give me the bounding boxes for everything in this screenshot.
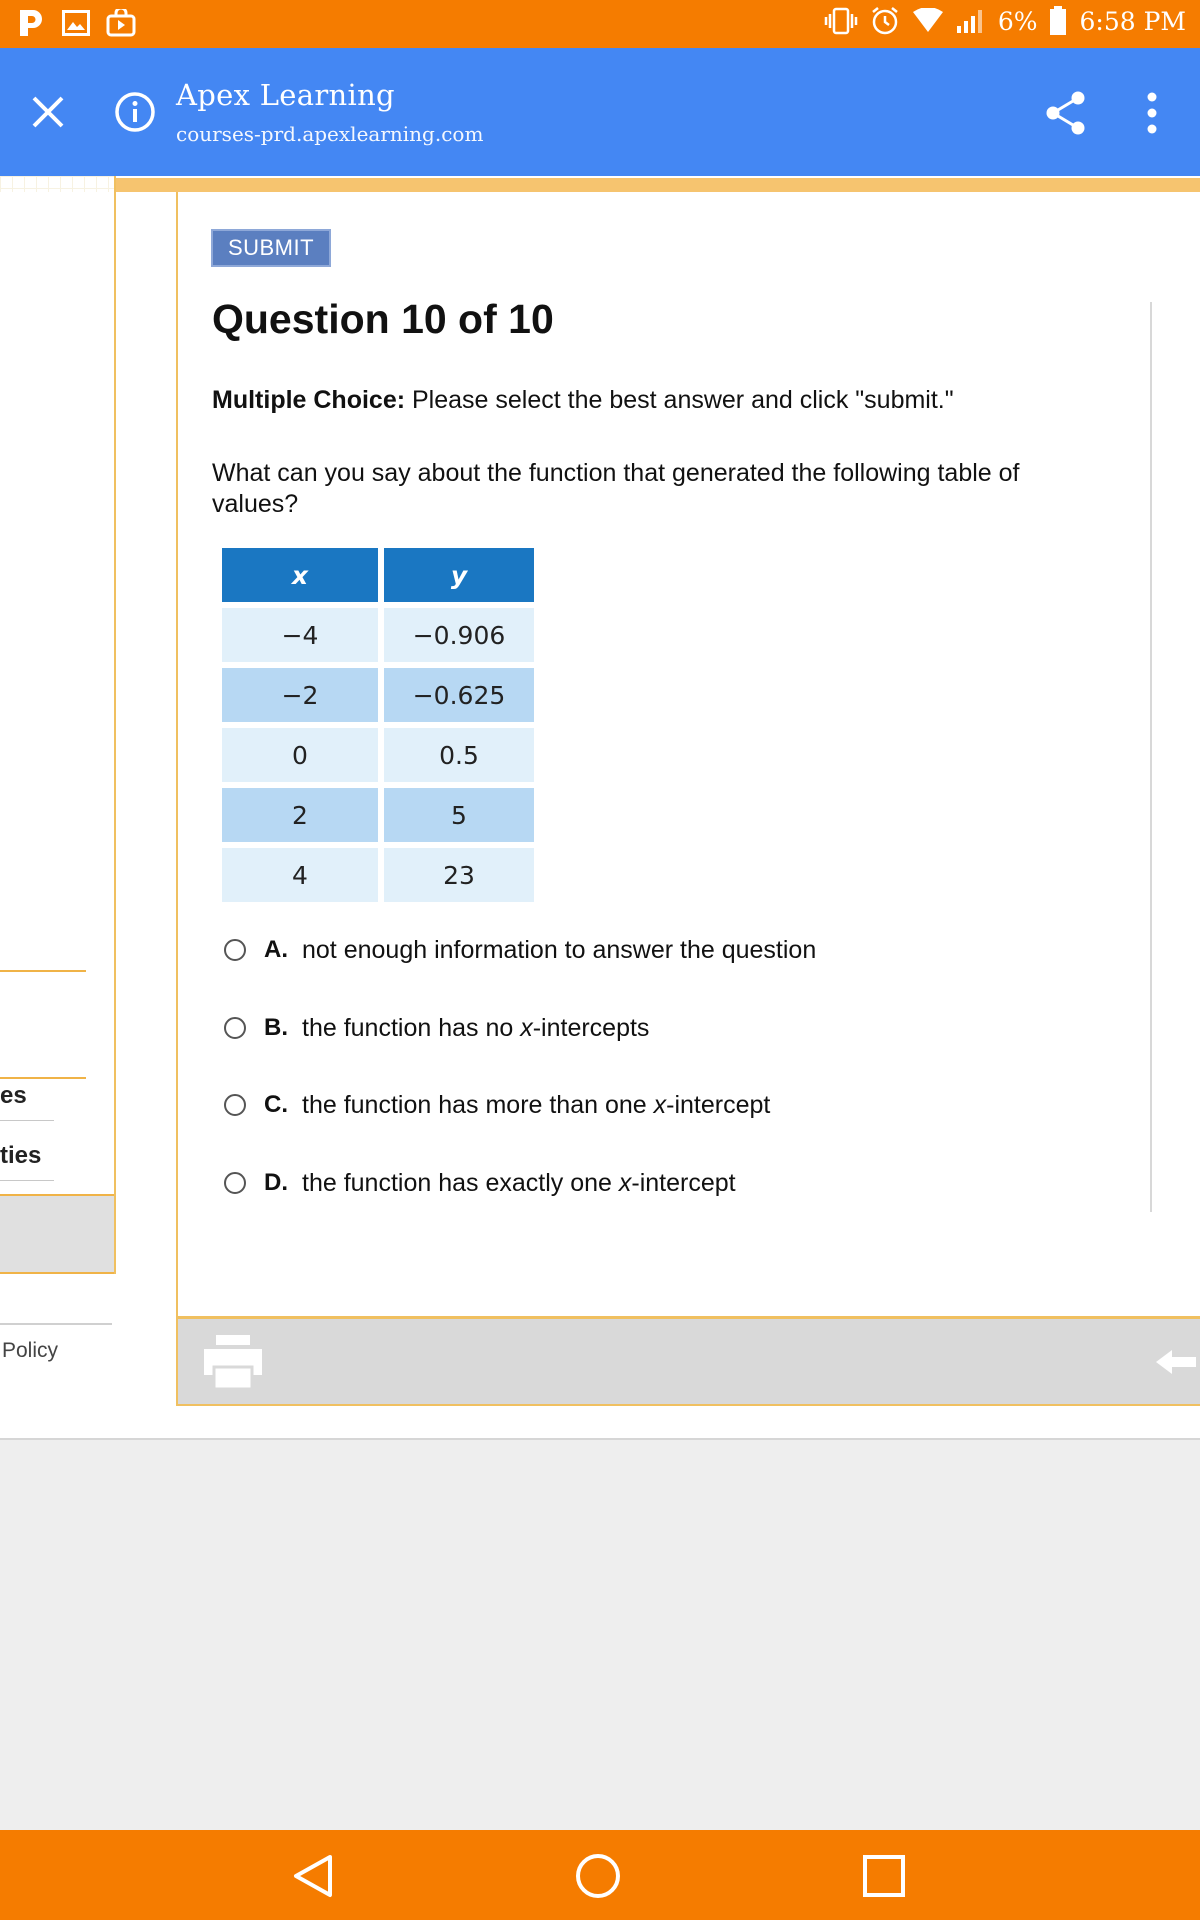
sidebar-separator — [0, 1120, 54, 1121]
instruction-text: Please select the best answer and click "submit." — [405, 386, 954, 414]
choice-text: not enough information to answer the question — [302, 935, 817, 964]
vibrate-icon — [824, 7, 858, 35]
panel-divider — [0, 970, 86, 972]
page-bottom-divider — [0, 1438, 1200, 1440]
table-cell: 4 — [222, 848, 378, 902]
choice-a[interactable] — [224, 930, 816, 970]
sidebar-item[interactable]: ties — [0, 1142, 42, 1169]
table-cell: 23 — [384, 848, 534, 902]
gallery-icon — [62, 10, 90, 36]
wifi-icon — [912, 8, 944, 34]
table-header-x: x — [222, 548, 378, 602]
page-title: Apex Learning — [176, 78, 395, 112]
table-header-y: y — [384, 548, 534, 602]
more-icon[interactable] — [1140, 90, 1164, 136]
navigation-bar — [0, 1830, 1200, 1920]
choice-text: the function has no x-intercepts — [302, 1013, 650, 1042]
choice-d[interactable] — [224, 1163, 736, 1203]
clock: 6:58 PM — [1079, 6, 1186, 36]
panel-divider — [0, 1077, 86, 1079]
left-panel — [0, 176, 116, 1274]
table-cell: −0.625 — [384, 668, 534, 722]
radio-button[interactable] — [224, 1172, 246, 1194]
page-url: courses-prd.apexlearning.com — [176, 122, 484, 146]
pandora-icon — [18, 8, 46, 38]
question-panel — [176, 192, 1200, 1330]
values-table — [216, 542, 540, 908]
share-icon[interactable] — [1044, 90, 1088, 136]
choice-text: the function has more than one x-intercept — [302, 1090, 771, 1119]
close-icon[interactable] — [28, 92, 68, 132]
signal-icon — [956, 8, 986, 34]
table-cell: −4 — [222, 608, 378, 662]
web-page — [0, 176, 1200, 1830]
choice-letter: B. — [264, 1014, 288, 1041]
nav-back-icon[interactable] — [290, 1853, 336, 1899]
left-panel-footer — [0, 1194, 114, 1274]
submit-button[interactable]: SUBMIT — [211, 229, 331, 267]
radio-button[interactable] — [224, 1094, 246, 1116]
table-row — [222, 728, 534, 782]
status-bar — [0, 0, 1200, 48]
table-row — [222, 848, 534, 902]
table-cell: 5 — [384, 788, 534, 842]
table-row — [222, 788, 534, 842]
question-instruction — [212, 386, 954, 415]
table-header-row — [222, 548, 534, 602]
choice-b[interactable] — [224, 1008, 649, 1048]
info-icon[interactable] — [114, 91, 156, 133]
radio-button[interactable] — [224, 1017, 246, 1039]
choice-text: the function has exactly one x-intercept — [302, 1168, 736, 1197]
table-cell: 2 — [222, 788, 378, 842]
sidebar-separator — [0, 1180, 54, 1181]
table-cell: 0 — [222, 728, 378, 782]
content-divider — [1150, 302, 1152, 1212]
nav-recent-icon[interactable] — [862, 1854, 906, 1898]
header-strip — [0, 178, 1200, 192]
table-cell: −0.906 — [384, 608, 534, 662]
choice-c[interactable] — [224, 1085, 770, 1125]
back-arrow-icon[interactable] — [1156, 1347, 1196, 1377]
battery-icon — [1049, 6, 1067, 36]
printer-icon[interactable] — [202, 1333, 264, 1391]
policy-link[interactable]: Policy — [2, 1339, 59, 1362]
radio-button[interactable] — [224, 939, 246, 961]
table-row — [222, 668, 534, 722]
question-text: What can you say about the function that generated the following table of values? — [212, 459, 1020, 518]
battery-percent: 6% — [997, 6, 1038, 36]
bottom-toolbar — [176, 1316, 1200, 1406]
instruction-label: Multiple Choice: — [212, 386, 406, 414]
table-cell: −2 — [222, 668, 378, 722]
question-title: Question 10 of 10 — [212, 296, 554, 342]
alarm-icon — [870, 6, 900, 36]
table-cell: 0.5 — [384, 728, 534, 782]
left-panel-body — [0, 192, 114, 1272]
table-row — [222, 608, 534, 662]
sidebar-item[interactable]: es — [0, 1082, 27, 1109]
footer-divider — [0, 1323, 112, 1325]
store-icon — [106, 9, 136, 37]
choice-letter: A. — [264, 936, 288, 963]
choice-letter: D. — [264, 1169, 288, 1196]
choice-letter: C. — [264, 1091, 288, 1118]
nav-home-icon[interactable] — [574, 1852, 622, 1900]
custom-tab-header — [0, 48, 1200, 176]
